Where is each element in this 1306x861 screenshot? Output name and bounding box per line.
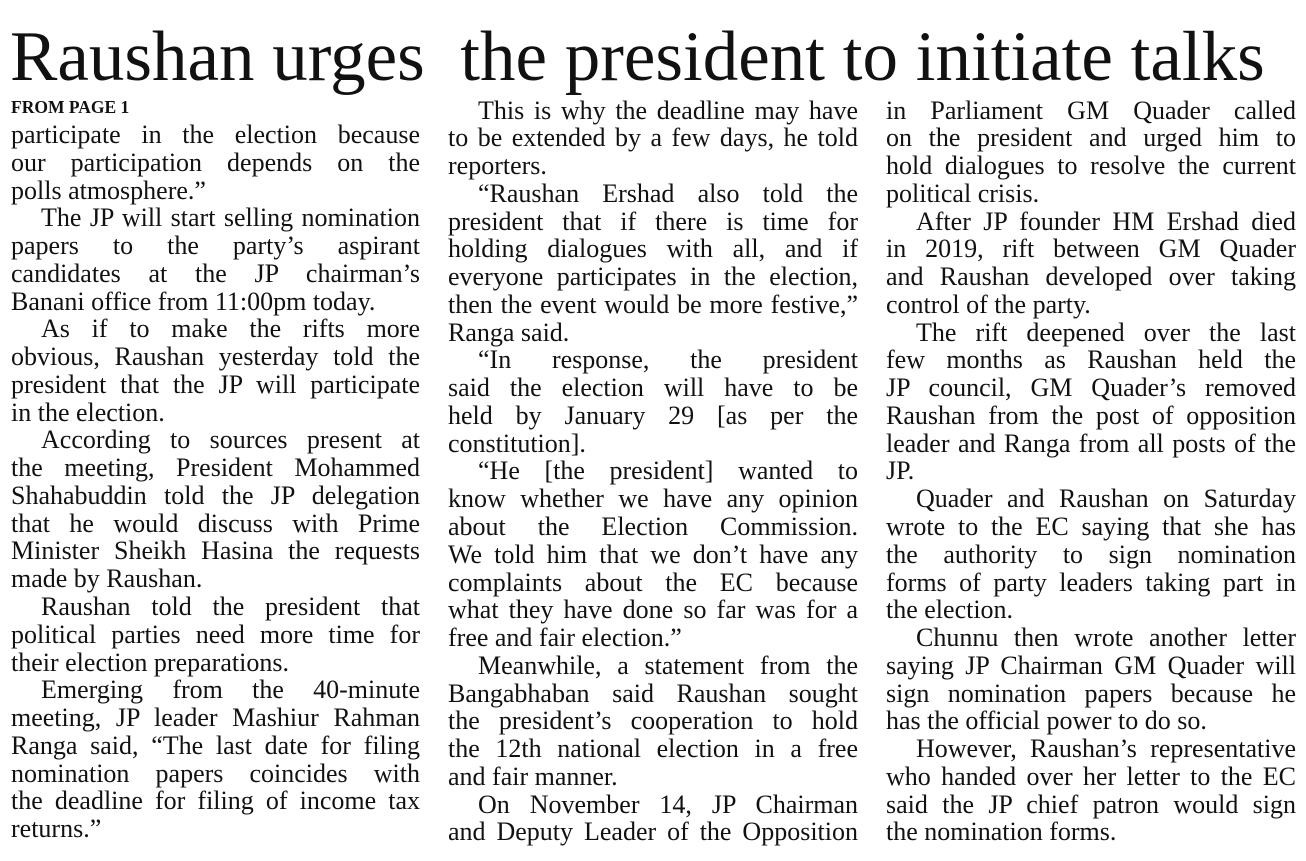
text-line: According to sources present at: [41, 425, 420, 455]
paragraph: [448, 791, 858, 847]
text-line: their election preparations.: [11, 647, 289, 677]
text-line: political parties need more time for: [11, 619, 420, 649]
text-line: the nomination forms.: [886, 817, 1117, 847]
text-line: Emerging from the 40-minute: [41, 675, 420, 705]
text-line: few months as Raushan held the: [886, 345, 1296, 375]
text-line: returns.”: [11, 814, 102, 844]
text-line: the deadline for filing of income tax: [11, 786, 420, 816]
text-line: constitution].: [448, 428, 586, 458]
text-line: Bangabhaban said Raushan sought: [448, 678, 858, 708]
text-line: Raushan from the post of opposition: [886, 400, 1296, 430]
text-line: the authority to sign nomination: [886, 539, 1296, 569]
text-line: candidates at the JP chairman’s: [11, 258, 420, 288]
text-line: Ranga said, “The last date for filing: [11, 730, 420, 760]
text-line: president that if there is time for: [448, 206, 858, 236]
text-line: has the official power to do so.: [886, 706, 1207, 736]
paragraph: [11, 676, 420, 843]
paragraph: [886, 485, 1296, 624]
text-line: leader and Ranga from all posts of the: [886, 428, 1296, 458]
text-line: the president’s cooperation to hold: [448, 706, 858, 736]
paragraph: [448, 180, 858, 347]
article-column-3: [886, 97, 1296, 847]
text-line: We told him that we don’t have any: [448, 539, 858, 569]
paragraph: [11, 315, 420, 426]
text-line: complaints about the EC because: [448, 567, 858, 597]
text-line: reporters.: [448, 151, 547, 181]
text-line: in Parliament GM Quader called: [886, 95, 1296, 125]
text-line: saying JP Chairman GM Quader will: [886, 650, 1296, 680]
text-line: then the event would be more festive,”: [448, 289, 858, 319]
text-line: and Deputy Leader of the Opposition: [448, 817, 858, 847]
text-line: what they have done so far was for a: [448, 595, 858, 625]
text-line: Shahabuddin told the JP delegation: [11, 480, 420, 510]
text-line: Chunnu then wrote another letter: [916, 623, 1296, 653]
article-column-2: [448, 97, 858, 847]
text-line: Banani office from 11:00pm today.: [11, 286, 376, 316]
article-column-1: [11, 121, 420, 843]
text-line: and Raushan developed over taking: [886, 262, 1296, 292]
text-line: the election.: [886, 595, 1014, 625]
text-line: On November 14, JP Chairman: [478, 789, 858, 819]
text-line: said the JP chief patron would sign: [886, 789, 1296, 819]
paragraph: [886, 624, 1296, 735]
text-line: nomination papers coincides with: [11, 758, 420, 788]
text-line: free and fair election.”: [448, 623, 682, 653]
paragraph: [11, 426, 420, 593]
text-line: know whether we have any opinion: [448, 484, 858, 514]
paragraph: [11, 121, 420, 204]
text-line: to be extended by a few days, he told: [448, 123, 858, 153]
paragraph: [886, 735, 1296, 846]
paragraph: [886, 97, 1296, 208]
text-line: in the election.: [11, 397, 165, 427]
text-line: As if to make the rifts more: [41, 314, 420, 344]
text-line: Ranga said.: [448, 317, 570, 347]
text-line: JP council, GM Quader’s removed: [886, 373, 1296, 403]
text-line: papers to the party’s aspirant: [11, 231, 420, 261]
text-line: Meanwhile, a statement from the: [478, 650, 858, 680]
text-line: After JP founder HM Ershad died: [916, 206, 1296, 236]
text-line: sign nomination papers because he: [886, 678, 1296, 708]
text-line: The JP will start selling nomination: [41, 203, 420, 233]
text-line: The rift deepened over the last: [916, 317, 1296, 347]
text-line: everyone participates in the election,: [448, 262, 858, 292]
paragraph: [448, 97, 858, 180]
text-line: polls atmosphere.”: [11, 175, 206, 205]
text-line: “He [the president] wanted to: [478, 456, 858, 486]
text-line: forms of party leaders taking part in: [886, 567, 1296, 597]
text-line: that he would discuss with Prime: [11, 508, 420, 538]
paragraph: [448, 652, 858, 791]
text-line: However, Raushan’s representative: [916, 734, 1296, 764]
text-line: political crisis.: [886, 178, 1040, 208]
text-line: the 12th national election in a free: [448, 734, 858, 764]
text-line: president that the JP will participate: [11, 369, 420, 399]
text-line: obvious, Raushan yesterday told the: [11, 342, 420, 372]
headline: Raushan urges the president to initiate talks: [10, 18, 1265, 96]
text-line: held by January 29 [as per the: [448, 400, 858, 430]
text-line: JP.: [886, 456, 915, 486]
text-line: and fair manner.: [448, 761, 618, 791]
text-line: meeting, JP leader Mashiur Rahman: [11, 703, 420, 733]
text-line: made by Raushan.: [11, 564, 203, 594]
text-line: participate in the election because: [11, 120, 420, 149]
text-line: our participation depends on the: [11, 147, 420, 177]
paragraph: [448, 346, 858, 457]
text-line: control of the party.: [886, 289, 1091, 319]
text-line: “Raushan Ershad also told the: [478, 178, 858, 208]
paragraph: [448, 457, 858, 651]
paragraph: [11, 593, 420, 676]
text-line: Minister Sheikh Hasina the requests: [11, 536, 420, 566]
paragraph: [886, 319, 1296, 486]
jump-label: FROM PAGE 1: [11, 97, 130, 117]
paragraph: [886, 208, 1296, 319]
text-line: Raushan told the president that: [41, 592, 420, 622]
text-line: who handed over her letter to the EC: [886, 761, 1296, 791]
text-line: on the president and urged him to: [886, 123, 1296, 153]
text-line: in 2019, rift between GM Quader: [886, 234, 1296, 264]
text-line: This is why the deadline may have: [478, 95, 858, 125]
text-line: wrote to the EC saying that she has: [886, 511, 1296, 541]
text-line: “In response, the president: [478, 345, 858, 375]
text-line: said the election will have to be: [448, 373, 858, 403]
text-line: Quader and Raushan on Saturday: [916, 484, 1296, 514]
text-line: holding dialogues with all, and if: [448, 234, 858, 264]
text-line: hold dialogues to resolve the current: [886, 151, 1296, 181]
paragraph: [11, 204, 420, 315]
text-line: about the Election Commission.: [448, 511, 858, 541]
text-line: the meeting, President Mohammed: [11, 453, 420, 483]
